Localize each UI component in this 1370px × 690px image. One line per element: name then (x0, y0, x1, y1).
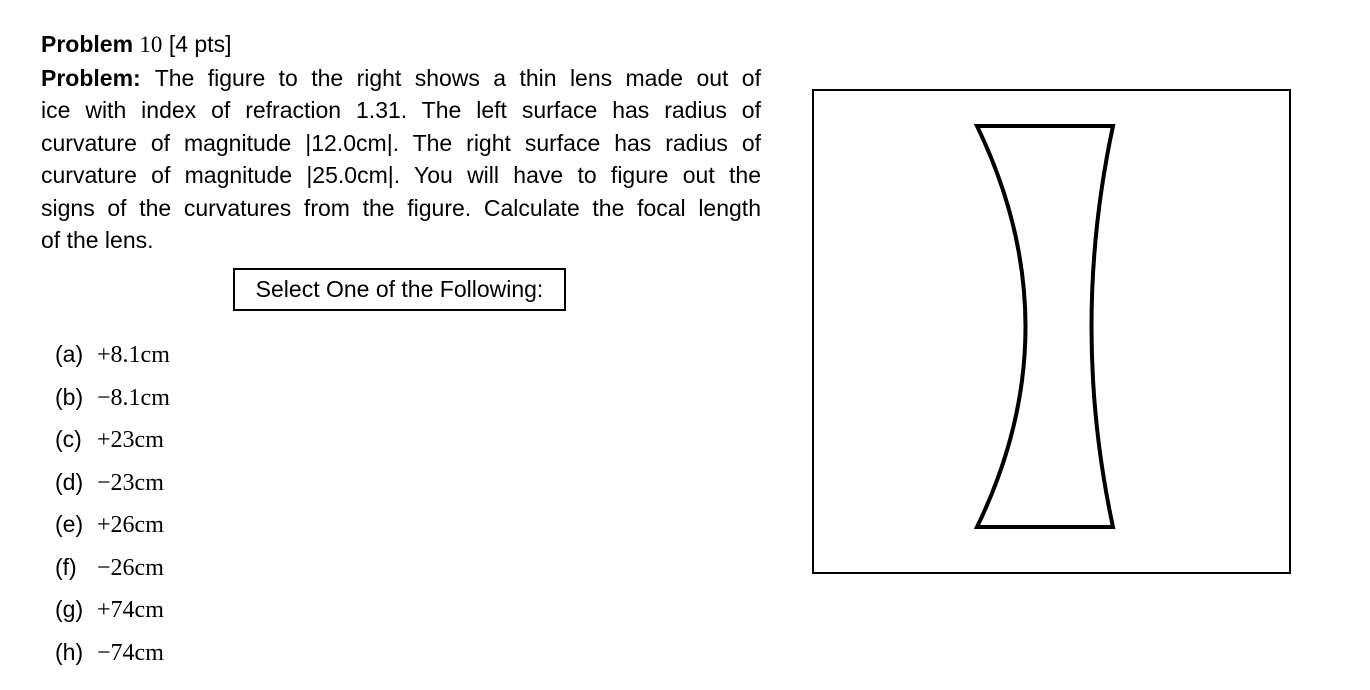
select-instruction-text: Select One of the Following: (255, 276, 544, 302)
choice-label: (f) (55, 553, 77, 580)
answer-choice-f[interactable] (55, 551, 170, 594)
problem-line-1 (41, 62, 761, 94)
choice-label: (c) (55, 426, 82, 452)
choice-label: (d) (55, 468, 84, 495)
problem-line-3: curvature of magnitude |12.0cm|. The right surface has radius of (41, 129, 761, 156)
choice-value: −8.1cm (97, 384, 170, 411)
problem-line-5: signs of the curvatures from the figure. Calculate the focal length (41, 194, 761, 221)
answer-choice-g[interactable] (55, 593, 170, 636)
answer-choice-h[interactable] (55, 636, 170, 679)
problem-line-2: ice with index of refraction 1.31. The left surface has radius of (41, 97, 761, 124)
problem-number: 10 (139, 32, 163, 57)
answer-choice-e[interactable] (55, 508, 170, 551)
answer-choice-a[interactable] (55, 338, 170, 381)
lens-figure-frame (812, 89, 1291, 574)
choice-value: −26cm (97, 554, 164, 581)
answer-choices (55, 338, 170, 678)
problem-statement (41, 62, 761, 256)
answer-choice-b[interactable] (55, 381, 170, 424)
problem-line-6: of the lens. (41, 227, 154, 254)
choice-label: (b) (55, 383, 84, 410)
select-instruction-box (233, 268, 566, 311)
choice-value: +23cm (97, 427, 164, 453)
problem-points: [4 pts] (168, 31, 232, 57)
choice-value: +8.1cm (97, 342, 170, 368)
choice-value: −23cm (97, 469, 164, 496)
choice-value: +26cm (97, 512, 164, 538)
answer-choice-d[interactable] (55, 466, 170, 509)
concave-lens-icon (814, 91, 1293, 576)
choice-value: −74cm (97, 639, 164, 666)
choice-label: (h) (55, 638, 84, 665)
lens-outline (977, 126, 1113, 527)
problem-heading (41, 28, 231, 61)
problem-heading-word: Problem (41, 31, 134, 57)
choice-value: +74cm (97, 597, 164, 623)
answer-choice-c[interactable] (55, 423, 170, 466)
choice-label: (g) (55, 596, 84, 622)
problem-label: Problem: (41, 65, 141, 91)
choice-label: (e) (55, 511, 84, 537)
problem-line-text-1: The figure to the right shows a thin lens made out of (154, 65, 761, 91)
problem-line-4: curvature of magnitude |25.0cm|. You will have to figure out the (41, 162, 761, 189)
choice-label: (a) (55, 341, 84, 367)
